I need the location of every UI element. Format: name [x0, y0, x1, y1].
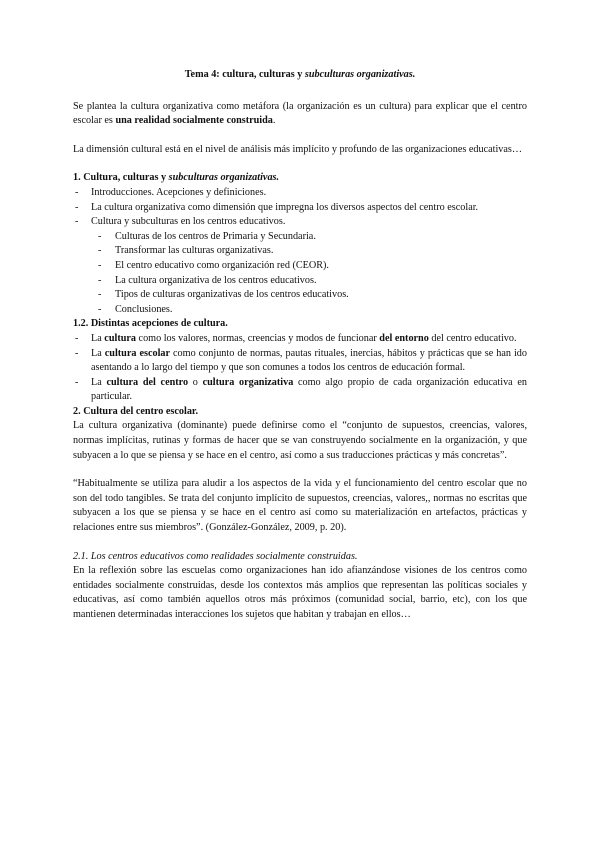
sublist-item: - Tipos de culturas organizativas de los centros educativos. — [73, 288, 527, 303]
list-item: - Cultura y subculturas en los centros educativos. - Culturas de los centros de Primaria y Secundaria. - Transformar las culturas organizativas. - El centro educativo como organización red (CEOR). - La cultura organizativa de los centros educativos. - Tipos de culturas organizativas de los centros educativos. - Conclusiones. — [73, 215, 527, 317]
list-item: - La cultura organizativa como dimensión que impregna los diversos aspectos del centro escolar. — [73, 201, 527, 216]
sublist-item: - El centro educativo como organización red (CEOR). — [73, 259, 527, 274]
dimension-paragraph: La dimensión cultural está en el nivel de análisis más implícito y profundo de las organizaciones educativas… — [73, 143, 523, 155]
section-1-sublist — [73, 230, 527, 318]
sublist-item: - Culturas de los centros de Primaria y Secundaria. — [73, 230, 527, 245]
section-2-paragraph: La cultura organizativa (dominante) puede definirse como el “conjunto de supuestos, creencias, valores, normas implícitas, rutinas y formas de hacer que se van construyendo socialmente en la organización, y que subyacen a lo que se piensa y se hace en el centro, así como a sus traducciones prácticas y más concretas”. — [73, 420, 527, 461]
section-2-1-heading: 2.1. Los centros educativos como realidades socialmente construidas. — [73, 550, 358, 562]
list-item: - Introducciones. Acepciones y definiciones. — [73, 186, 527, 201]
sublist-item: - Transformar las culturas organizativas. — [73, 244, 527, 259]
intro-paragraph: Se plantea la cultura organizativa como metáfora (la organización es un cultura) para explicar que el centro escolar es una realidad socialmente construida. — [73, 100, 527, 127]
section-2-heading: 2. Cultura del centro escolar. — [73, 405, 199, 417]
list-item: - La cultura como los valores, normas, creencias y modos de funcionar del entorno del centro educativo. — [73, 332, 527, 347]
section-2-quote: “Habitualmente se utiliza para aludir a los aspectos de la vida y el funcionamiento del centro escolar que no son del todo tangibles. Se trata del conjunto implícito de supuestos, creencias, valores,, normas no escritas que subyacen a los que se piensa y se hace en el centro así como su materialización en artefactos, prácticas y relaciones entre sus miembros”. (González-González, 2009, p. 20). — [73, 478, 527, 534]
section-1-2-heading: 1.2. Distintas acepciones de cultura. — [73, 318, 228, 330]
sublist-item: - Conclusiones. — [73, 303, 527, 318]
sublist-item: - La cultura organizativa de los centros educativos. — [73, 274, 527, 289]
section-1-heading: 1. Cultura, culturas y subculturas organizativas. — [73, 172, 280, 184]
section-1-list — [73, 186, 527, 317]
page-title: Tema 4: cultura, culturas y subculturas organizativas. — [184, 69, 416, 80]
section-1-2-list — [73, 332, 527, 405]
section-2-1-paragraph: En la reflexión sobre las escuelas como organizaciones han ido afianzándose visiones de los centros como entidades socialmente construidas, desde los contextos más amplios que representan las políticas sociales y educativas, así como también aquellos otros más próximos (comunidad social, barrio, etc), con los que mantienen determinadas interacciones los sujetos que habitan y trabajan en ellos… — [73, 565, 527, 620]
document-body — [73, 68, 527, 623]
list-item: - La cultura del centro o cultura organizativa como algo propio de cada organización educativa en particular. — [73, 376, 527, 405]
list-item: - La cultura escolar como conjunto de normas, pautas rituales, inercias, hábitos y prácticas que se han ido asentando a lo largo del tiempo y que son comunes a todos los centros de educación formal. — [73, 347, 527, 376]
